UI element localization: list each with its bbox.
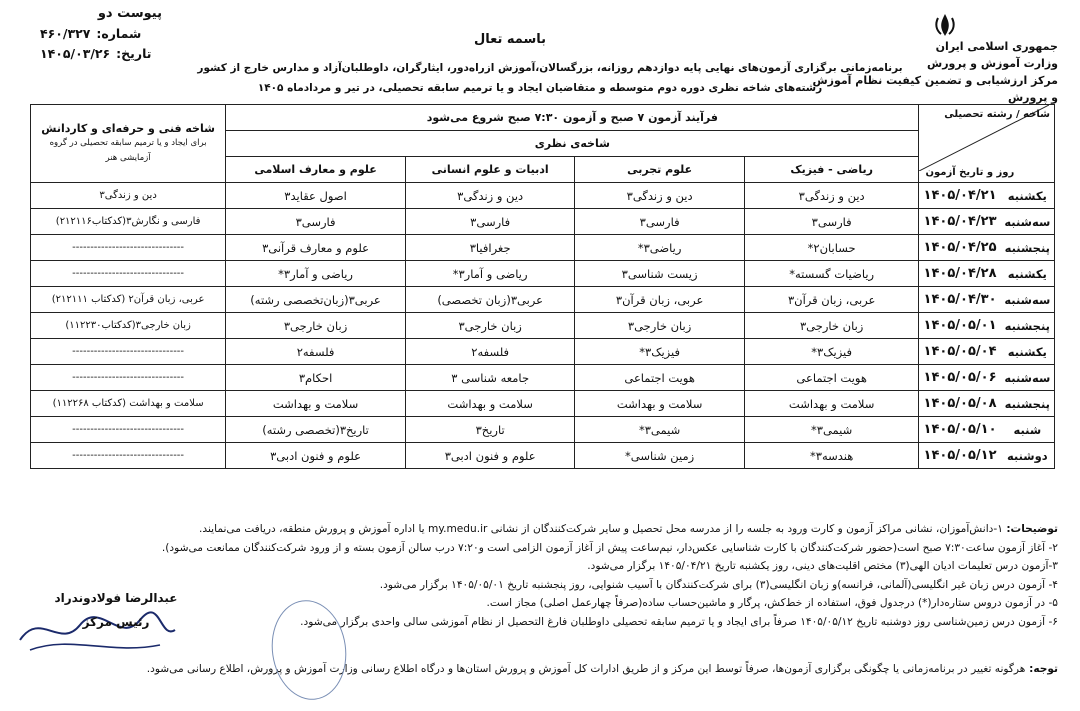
subject-cell: احکام۳ [226,365,406,391]
subject-cell: ریاضی و آمار۳* [226,261,406,287]
note-line: ۴- آزمون درس زبان غیر انگلیسی(آلمانی، فرانسه)و زبان انگلیسی(۳) برای شرکت‌کنندگان با آسیب شنوایی، روز پنجشنبه تاریخ ۱۴۰۵/۰۵/۰۱ برگزار می‌شود. [379,578,1058,591]
org-line-2: وزارت آموزش و پرورش [927,57,1058,70]
subject-cell: فیزیک۳* [744,339,919,365]
table-row [31,313,1055,339]
tech-branch-title: شاخه فنی و حرفه‌ای و کاردانش [41,122,215,135]
table-row [31,235,1055,261]
column-header: علوم و معارف اسلامی [226,157,406,183]
org-line-3: مرکز ارزشیابی و تضمین کیفیت نظام آموزش و پرورش [812,74,1058,104]
table-row [31,287,1055,313]
subject-cell: زبان خارجی۳ [744,313,919,339]
subject-cell: حسابان۲* [744,235,919,261]
letter-meta [40,4,190,64]
date-row [40,44,190,64]
exam-day: سه‌شنبه [1001,287,1055,313]
subject-cell: ------------------------------- [31,417,226,443]
exam-day: دوشنبه [1001,443,1055,469]
exam-date: ۱۴۰۵/۰۴/۲۸ [919,261,1001,287]
subject-cell: ریاضیات گسسته* [744,261,919,287]
table-row [31,261,1055,287]
number-label: شماره: [96,26,142,41]
subject-cell: شیمی۳* [575,417,744,443]
subtitle-1: برنامه‌زمانی برگزاری آزمون‌های نهایی پایه دوازدهم روزانه، بزرگسالان،آموزش ازراه‌دور، ایثارگران، داوطلبان‌آزاد و مدارس خارج از کشور [197,62,903,74]
org-line-1: جمهوری اسلامی ایران [935,40,1058,53]
signature-block [36,586,196,634]
process-header: فرآیند آزمون ۷ صبح و آزمون ۷:۳۰ صبح شروع می‌شود [226,105,919,131]
subject-cell: سلامت و بهداشت [575,391,744,417]
subject-cell: هویت اجتماعی [575,365,744,391]
subject-cell: عربی، زبان قرآن۲ (کدکتاب ۲۱۲۱۱۱) [31,287,226,313]
exam-date: ۱۴۰۵/۰۵/۰۱ [919,313,1001,339]
exam-date: ۱۴۰۵/۰۵/۱۰ [919,417,1001,443]
exam-day: پنجشنبه [1001,235,1055,261]
subject-cell: ------------------------------- [31,235,226,261]
subject-cell: دین و زندگی۳ [31,183,226,209]
subject-cell: تاریخ۳(تخصصی رشته) [226,417,406,443]
corner-bottom-label: روز و تاریخ آزمون [925,167,1015,178]
subject-cell: زبان خارجی۳ [575,313,744,339]
subject-cell: سلامت و بهداشت (کدکتاب ۱۱۲۲۶۸) [31,391,226,417]
bismillah: باسمه تعال [473,32,547,47]
table-row [31,209,1055,235]
note-line [28,520,1058,539]
exam-date: ۱۴۰۵/۰۵/۰۸ [919,391,1001,417]
exam-day: شنبه [1001,417,1055,443]
note-line: ۵- در آزمون دروس ستاره‌دار(*) درجدول فوق، استفاده از خط‌کش، پرگار و ماشین‌حساب ساده(صرفاً چهارعمل اصلی) مجاز است. [486,597,1058,610]
exam-date: ۱۴۰۵/۰۴/۲۳ [919,209,1001,235]
subject-cell: علوم و فنون ادبی۳ [226,443,406,469]
subject-cell: زیست شناسی۳ [575,261,744,287]
note-line: ۳-آزمون درس تعلیمات ادیان الهی(۳) مختص اقلیت‌های دینی، روز یکشنبه تاریخ ۱۴۰۵/۰۴/۲۱ برگزار می‌شود. [587,560,1058,573]
subject-cell: فلسفه۲ [405,339,574,365]
exam-day: سه‌شنبه [1001,209,1055,235]
subject-cell: فیزیک۳* [575,339,744,365]
exam-day: پنجشنبه [1001,313,1055,339]
signer-name: عبدالرضا فولادوندراد [54,591,178,605]
subject-cell: زمین شناسی* [575,443,744,469]
subject-cell: سلامت و بهداشت [405,391,574,417]
subject-cell: ------------------------------- [31,261,226,287]
table-row [31,339,1055,365]
signer-title: رئیس مرکز [82,615,150,629]
theoretical-header: شاخه‌ی نظری [226,131,919,157]
subject-cell: علوم و معارف قرآنی۳ [226,235,406,261]
subject-cell: اصول عقاید۳ [226,183,406,209]
subject-cell: زبان خارجی۳ [226,313,406,339]
column-header: ادبیات و علوم انسانی [405,157,574,183]
final-note [28,663,1058,675]
subject-cell: فارسی و نگارش۳(کدکتاب۲۱۲۱۱۶) [31,209,226,235]
table-header-row-1 [31,105,1055,131]
subject-cell: ------------------------------- [31,339,226,365]
subject-cell: زبان خارجی۳(کدکتاب۱۱۲۲۳۰) [31,313,226,339]
corner-cell [919,105,1055,183]
number-value: ۴۶۰/۳۲۷ [40,26,91,41]
date-label: تاریخ: [116,46,152,61]
exam-date: ۱۴۰۵/۰۵/۰۶ [919,365,1001,391]
exam-date: ۱۴۰۵/۰۴/۲۵ [919,235,1001,261]
note-line: ۲- آغاز آزمون ساعت۷:۳۰ صبح است(حضور شرکت‌کنندگان با کارت شناسایی عکس‌دار، نیم‌ساعت پیش از آغاز آزمون الزامی است و۷:۲۰ درب سالن آزمون بسته و از ورود شرکت‌کنندگان ممانعت می‌شود). [161,541,1058,554]
final-note-label: توجه: [1029,663,1058,675]
subject-cell: فلسفه۲ [226,339,406,365]
table-row [31,365,1055,391]
tech-branch-subtitle: برای ایجاد و یا ترمیم سابقه تحصیلی در گروه آزمایشی هنر [49,138,207,163]
subject-cell: عربی، زبان قرآن۳ [744,287,919,313]
table-row [31,391,1055,417]
exam-date: ۱۴۰۵/۰۵/۱۲ [919,443,1001,469]
subject-cell: شیمی۳* [744,417,919,443]
column-header: ریاضی - فیزیک [744,157,919,183]
subject-cell: عربی۳(زبان‌تخصصی رشته) [226,287,406,313]
exam-day: یکشنبه [1001,261,1055,287]
exam-day: پنجشنبه [1001,391,1055,417]
exam-day: سه‌شنبه [1001,365,1055,391]
subject-cell: عربی۳(زبان تخصصی) [405,287,574,313]
subject-cell: ریاضی و آمار۳* [405,261,574,287]
subject-cell: فارسی۳ [226,209,406,235]
subject-cell: تاریخ۳ [405,417,574,443]
subject-cell: دین و زندگی۳ [744,183,919,209]
subject-cell: فارسی۳ [405,209,574,235]
column-header: علوم تجربی [575,157,744,183]
table-row [31,183,1055,209]
exam-date: ۱۴۰۵/۰۴/۲۱ [919,183,1001,209]
subject-cell: زبان خارجی۳ [405,313,574,339]
exam-schedule-table [30,104,1055,469]
table-row [31,417,1055,443]
subject-cell: دین و زندگی۳ [575,183,744,209]
subject-cell: جامعه شناسی ۳ [405,365,574,391]
subject-cell: علوم و فنون ادبی۳ [405,443,574,469]
note-line: ۶- آزمون درس زمین‌شناسی روز دوشنبه تاریخ ۱۴۰۵/۰۵/۱۲ صرفاً برای ایجاد و یا ترمیم سابقه تحصیلی داوطلبان فارغ التحصیل از نظام آموزشی سالی واحدی برگزار می‌شود. [300,615,1058,628]
subject-cell: هویت اجتماعی [744,365,919,391]
subject-cell: سلامت و بهداشت [744,391,919,417]
attachment-label: پیوست دو [97,6,162,21]
subject-cell: ریاضی۳* [575,235,744,261]
note-text: ۱-دانش‌آموزان، نشانی مراکز آزمون و کارت ورود به جلسه را از مدرسه محل تحصیل و سایر شرکت‌کنندگان از نشانی my.medu.ir یا اداره آموزش و پرورش منطقه، دریافت می‌نمایند. [199,523,1003,535]
subject-cell: جغرافیا۳ [405,235,574,261]
exam-date: ۱۴۰۵/۰۵/۰۴ [919,339,1001,365]
number-row [40,24,190,44]
subject-cell: هندسه۳* [744,443,919,469]
subject-cell: دین و زندگی۳ [405,183,574,209]
subject-cell: ------------------------------- [31,443,226,469]
notes-title: توضیحات: [1006,523,1058,535]
subject-cell: عربی، زبان قرآن۳ [575,287,744,313]
subject-cell: فارسی۳ [744,209,919,235]
subtitle-2: رشته‌های شاخه نظری دوره دوم متوسطه و متقاضیان ایجاد و یا ترمیم سابقه تحصیلی، در تیر و مردادماه ۱۴۰۵ [257,82,823,94]
final-note-text: هرگونه تغییر در برنامه‌زمانی یا چگونگی برگزاری آزمون‌ها، صرفاً توسط این مرکز و از طریق ادارات کل آموزش و پرورش استان‌ها و درگاه اطلاع رسانی وزارت آموزش و پرورش، اطلاع رسانی می‌شود. [146,663,1026,675]
tech-branch-header [31,105,226,183]
subject-cell: فارسی۳ [575,209,744,235]
subject-cell: سلامت و بهداشت [226,391,406,417]
subject-cell: ------------------------------- [31,365,226,391]
table-row [31,443,1055,469]
exam-day: یکشنبه [1001,183,1055,209]
exam-day: یکشنبه [1001,339,1055,365]
exam-date: ۱۴۰۵/۰۴/۳۰ [919,287,1001,313]
corner-top-label: شاخه / رشته تحصیلی [944,109,1050,120]
date-value: ۱۴۰۵/۰۳/۲۶ [40,46,111,61]
